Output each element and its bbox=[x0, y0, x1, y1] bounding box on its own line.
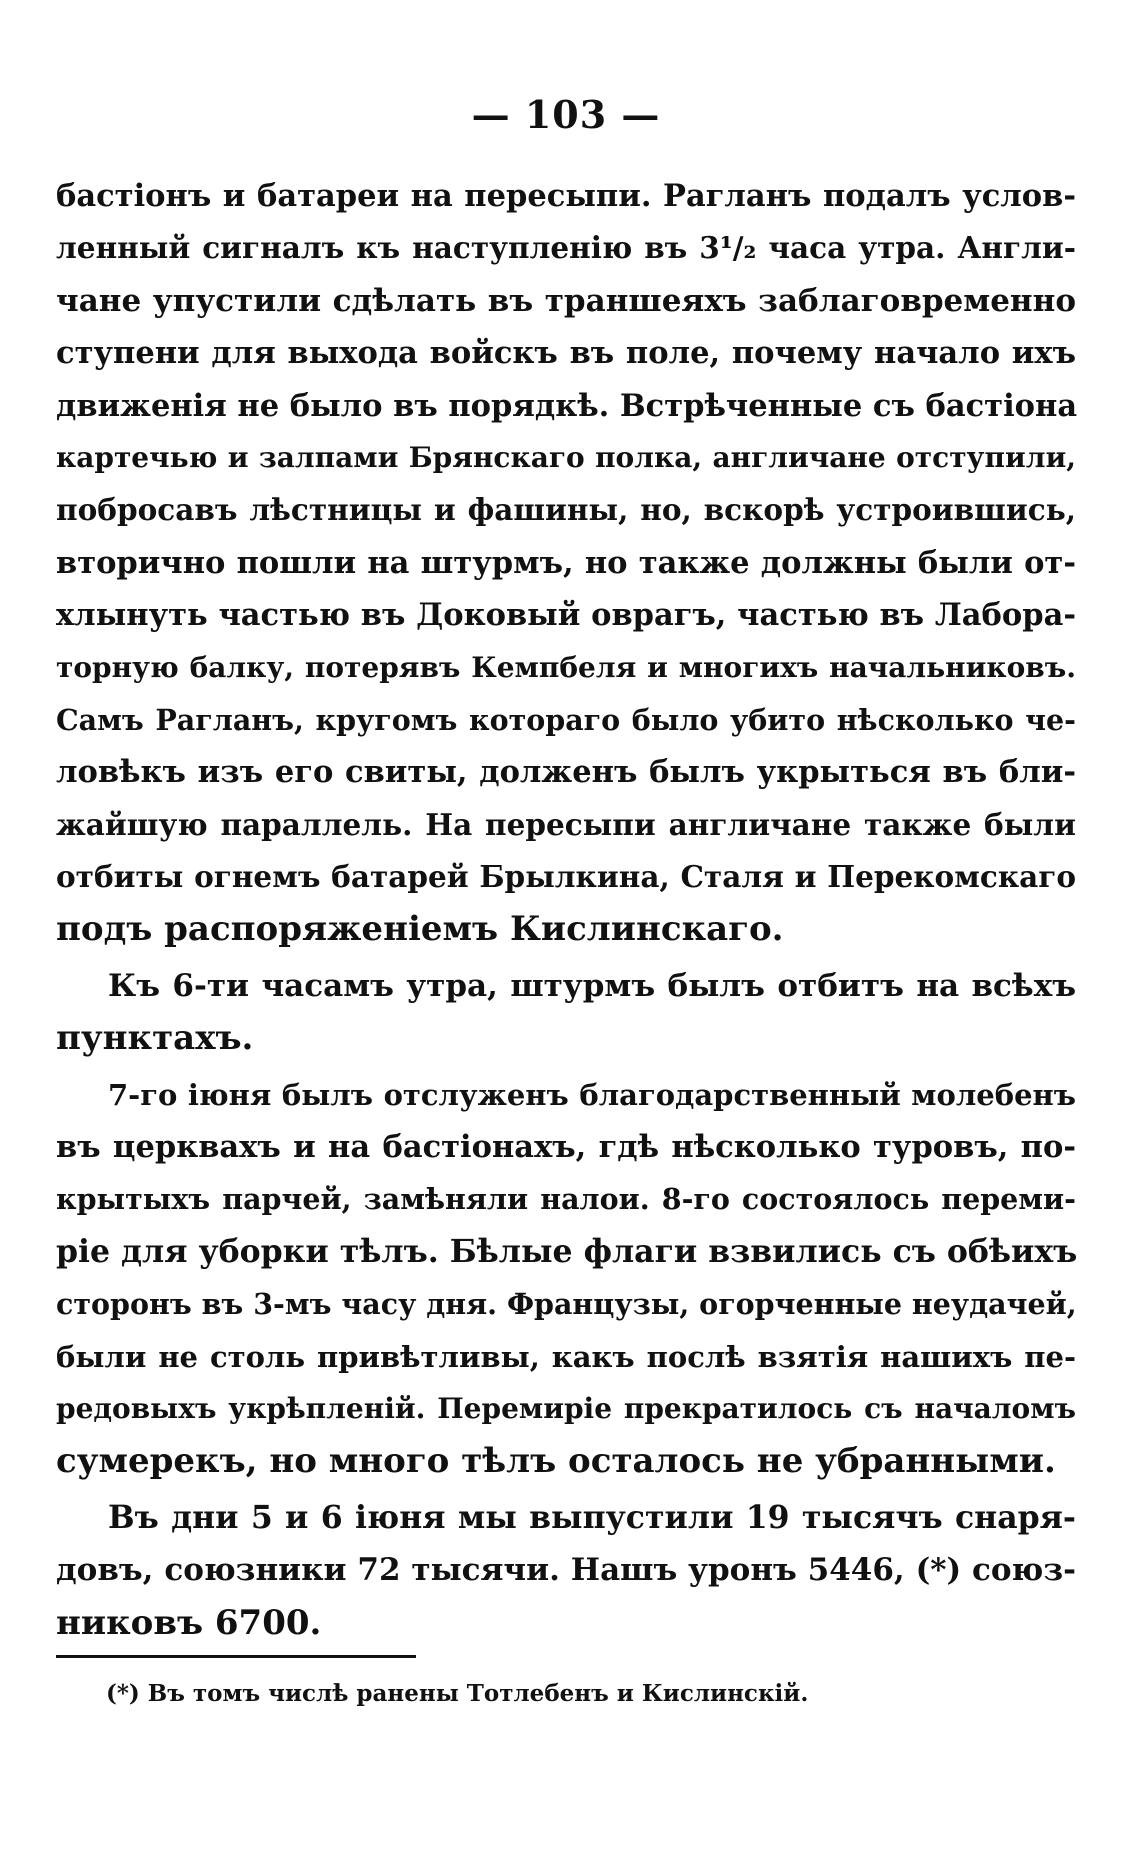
text-line: редовыхъ укрѣпленій. Перемиріе прекратилось съ началомъ bbox=[56, 1391, 1076, 1425]
footnote-rule bbox=[56, 1655, 416, 1658]
text-line: движенія не было въ порядкѣ. Встрѣченные съ бастіона bbox=[56, 387, 1078, 424]
text-line: отбиты огнемъ батарей Брылкина, Сталя и Перекомскаго bbox=[56, 859, 1076, 895]
text-line: ленный сигналъ къ наступленію въ 3¹/₂ часа утра. Англи- bbox=[56, 230, 1076, 266]
body-text bbox=[56, 170, 1076, 1649]
text-line: жайшую параллель. На пересыпи англичане также были bbox=[56, 806, 1076, 842]
footnote: (*) Въ томъ числѣ ранены Тотлебенъ и Кислинскій. bbox=[106, 1680, 809, 1707]
text-line: хлынуть частью въ Доковый оврагъ, частью въ Лабора- bbox=[56, 597, 1076, 634]
text-line: бастіонъ и батареи на пересыпи. Рагланъ подалъ услов- bbox=[56, 178, 1076, 214]
text-line: картечью и залпами Брянскаго полка, англичане отступили, bbox=[56, 440, 1076, 474]
book-page bbox=[56, 0, 1076, 1862]
text-line: подъ распоряженіемъ Кислинскаго. bbox=[56, 909, 784, 950]
text-line: ріе для уборки тѣлъ. Бѣлые флаги взвились съ обѣихъ bbox=[56, 1232, 1078, 1270]
text-line: чане упустили сдѣлать въ траншеяхъ заблаговременно bbox=[56, 282, 1076, 319]
text-line: довъ, союзники 72 тысячи. Нашъ уронъ 5446, (*) союз- bbox=[56, 1552, 1076, 1589]
text-line: торную балку, потерявъ Кемпбеля и многихъ начальниковъ. bbox=[56, 650, 1076, 684]
page-number: — 103 — bbox=[471, 92, 661, 137]
text-line: 7-го іюня былъ отслуженъ благодарственный молебенъ bbox=[108, 1077, 1076, 1112]
text-line: крытыхъ парчей, замѣняли налои. 8-го состоялось переми- bbox=[56, 1182, 1076, 1217]
text-line: въ церквахъ и на бастіонахъ, гдѣ нѣсколько туровъ, по- bbox=[56, 1129, 1076, 1166]
text-line: сторонъ въ 3-мъ часу дня. Французы, огорченные неудачей, bbox=[56, 1287, 1077, 1322]
text-line: сумерекъ, но много тѣлъ осталось не убранными. bbox=[56, 1441, 1056, 1482]
text-line: ловѣкъ изъ его свиты, долженъ былъ укрыться въ бли- bbox=[56, 754, 1076, 791]
text-line: Къ 6-ти часамъ утра, штурмъ былъ отбитъ на всѣхъ bbox=[108, 967, 1076, 1004]
text-line: ступени для выхода войскъ въ поле, почему начало ихъ bbox=[56, 335, 1076, 372]
text-line: вторично пошли на штурмъ, но также должны были от- bbox=[56, 544, 1076, 581]
text-line: были не столь привѣтливы, какъ послѣ взятія нашихъ пе- bbox=[56, 1339, 1076, 1374]
text-line: Самъ Рагланъ, кругомъ котораго было убито нѣсколько че- bbox=[56, 702, 1076, 737]
text-line: никовъ 6700. bbox=[56, 1602, 322, 1643]
text-line: Въ дни 5 и 6 іюня мы выпустили 19 тысячъ снаря- bbox=[108, 1498, 1076, 1536]
text-line: пунктахъ. bbox=[56, 1018, 254, 1059]
text-line: побросавъ лѣстницы и фашины, но, вскорѣ устроившись, bbox=[56, 492, 1076, 528]
